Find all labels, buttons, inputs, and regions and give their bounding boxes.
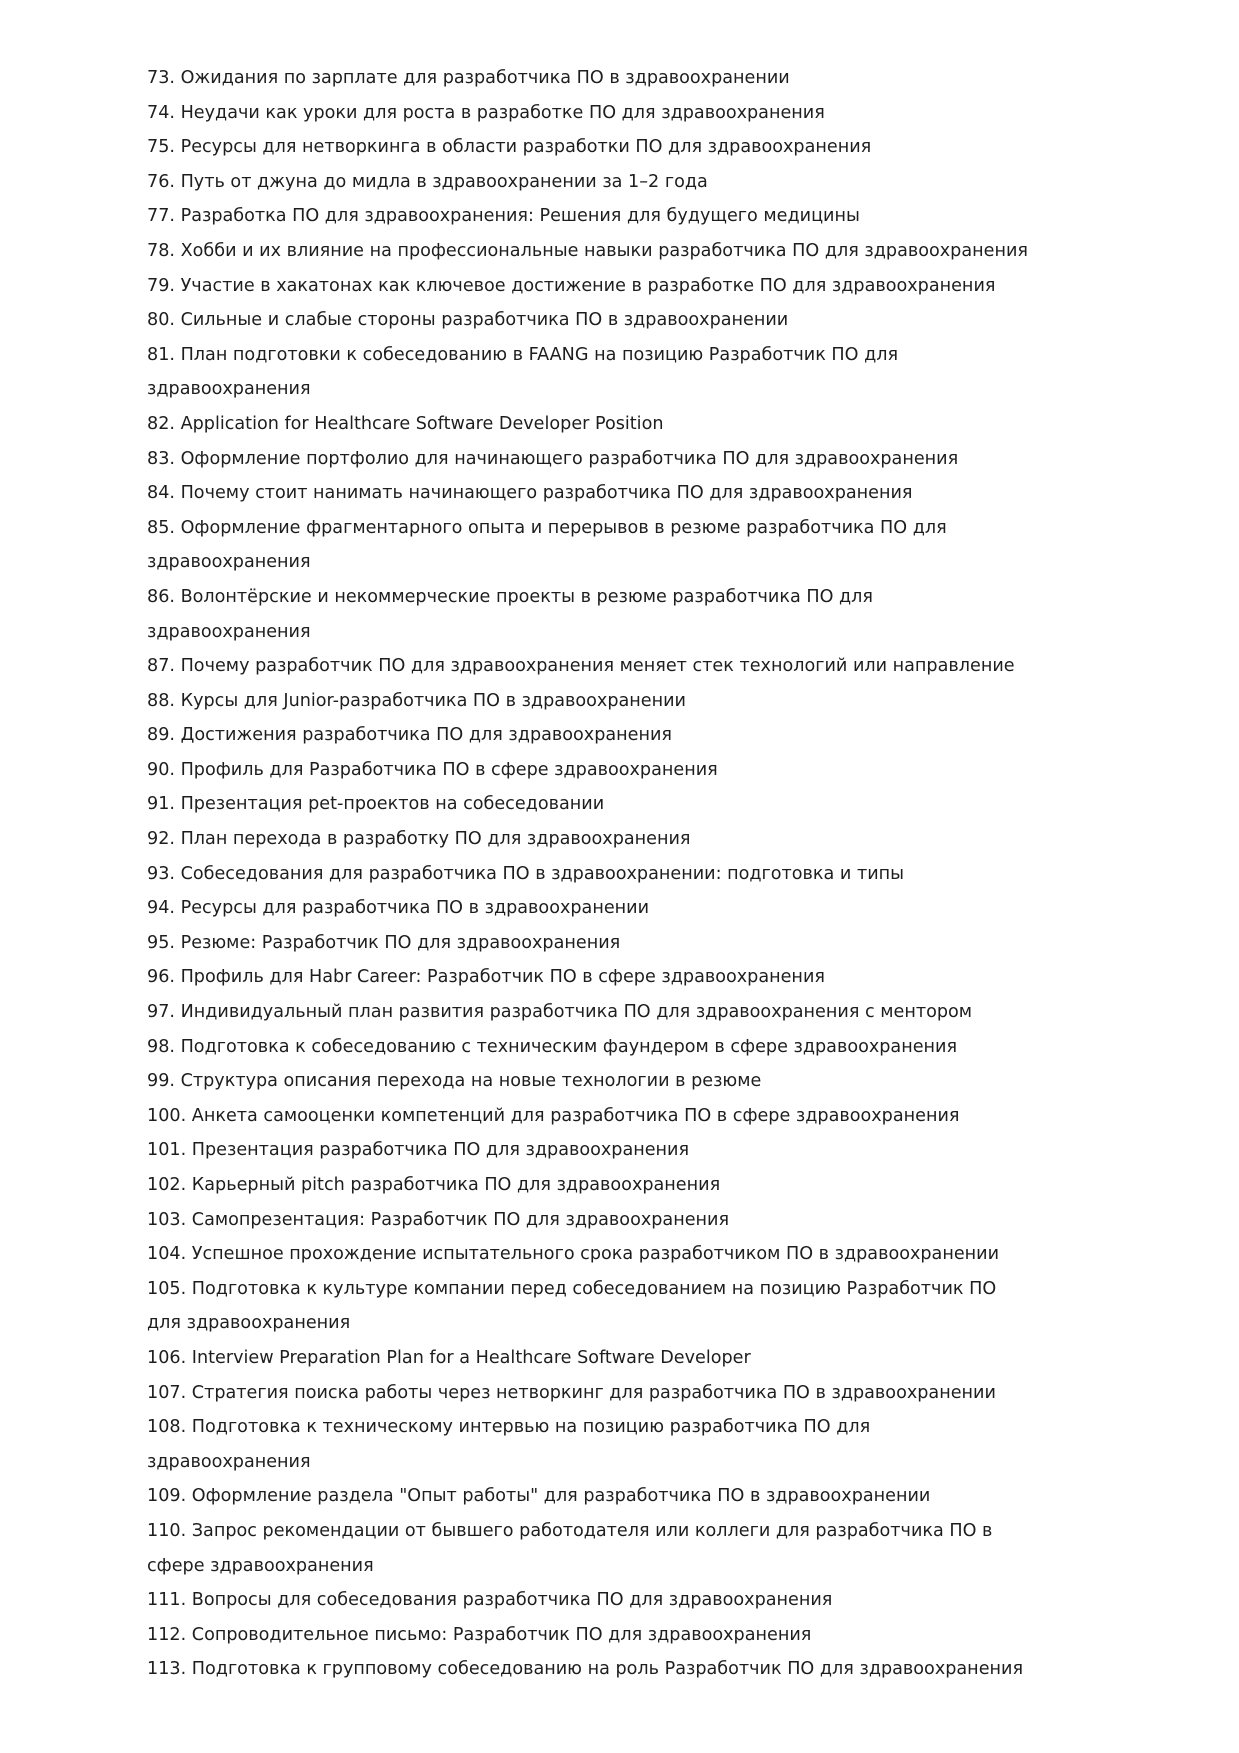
list-item-text: Ресурсы для нетворкинга в области разработки ПО для здравоохранения: [180, 137, 872, 158]
list-item-text: Оформление портфолио для начинающего разработчика ПО для здравоохранения: [180, 448, 959, 469]
list-item: [147, 1479, 1147, 1514]
list-item-text: Курсы для Junior-разработчика ПО в здравоохранении: [180, 690, 686, 711]
list-item-number: 75.: [147, 137, 175, 158]
list-item-text: Неудачи как уроки для роста в разработке ПО для здравоохранения: [180, 102, 825, 123]
list-item-number: 92.: [147, 829, 175, 850]
list-item-continuation: сфере здравоохранения: [147, 1555, 374, 1576]
list-item-continuation: здравоохранения: [147, 379, 311, 400]
list-item-number: 102.: [147, 1175, 187, 1195]
list-item: [147, 684, 1147, 719]
list-item-text: Профиль для Habr Career: Разработчик ПО в сфере здравоохранения: [180, 967, 825, 988]
list-item-text: Презентация pet-проектов на собеседовании: [180, 794, 605, 815]
list-item-text: Карьерный pitch разработчика ПО для здравоохранения: [191, 1175, 721, 1195]
list-item: [147, 718, 1147, 753]
list-item-text: Подготовка к техническому интервью на позицию разработчика ПО для: [191, 1417, 871, 1438]
list-item-continuation: для здравоохранения: [147, 1313, 351, 1334]
list-item: [147, 926, 1147, 961]
list-item: [147, 753, 1147, 788]
list-item-text: Участие в хакатонах как ключевое достижение в разработке ПО для здравоохранения: [180, 275, 996, 296]
list-item-number: 112.: [147, 1624, 187, 1645]
list-item-text: Самопрезентация: Разработчик ПО для здравоохранения: [191, 1209, 730, 1230]
list-item-text: Вопросы для собеседования разработчика ПО для здравоохранения: [191, 1590, 833, 1611]
list-item-number: 78.: [147, 240, 175, 261]
list-item-number: 74.: [147, 102, 175, 123]
list-item-number: 79.: [147, 275, 175, 296]
numbered-list: [147, 61, 1147, 1687]
list-item: [147, 407, 1147, 442]
list-item: [147, 338, 1147, 373]
list-item-continuation: здравоохранения: [147, 621, 311, 642]
list-item-text: Application for Healthcare Software Developer Position: [180, 413, 664, 434]
list-item-number: 105.: [147, 1278, 187, 1299]
list-item: [147, 1030, 1147, 1065]
list-item: [147, 1064, 1147, 1099]
list-item-number: 81.: [147, 344, 175, 365]
list-item: [147, 1168, 1147, 1203]
list-item-number: 109.: [147, 1486, 187, 1507]
list-item-continuation: здравоохранения: [147, 1451, 311, 1472]
list-item: [147, 1410, 1147, 1445]
list-item: [147, 1652, 1147, 1687]
list-item-text: Оформление фрагментарного опыта и перерывов в резюме разработчика ПО для: [180, 517, 947, 538]
list-item-text: Анкета самооценки компетенций для разработчика ПО в сфере здравоохранения: [191, 1105, 960, 1126]
list-item: [147, 476, 1147, 511]
list-item-number: 83.: [147, 448, 175, 469]
list-item-number: 100.: [147, 1105, 187, 1126]
list-item-text: Индивидуальный план развития разработчика ПО для здравоохранения с ментором: [180, 1002, 973, 1023]
list-item: [147, 1099, 1147, 1134]
list-item: [147, 1272, 1147, 1307]
list-item-text: Ожидания по зарплате для разработчика ПО в здравоохранении: [180, 68, 790, 88]
list-item-text: Подготовка к культуре компании перед собеседованием на позицию Разработчик ПО: [191, 1278, 997, 1299]
list-item-number: 76.: [147, 171, 175, 192]
list-item: [147, 130, 1147, 165]
list-item-text: Волонтёрские и некоммерческие проекты в резюме разработчика ПО для: [180, 586, 874, 607]
list-item-number: 80.: [147, 310, 175, 331]
list-item: [147, 960, 1147, 995]
list-item-number: 98.: [147, 1036, 175, 1057]
list-item: [147, 1583, 1147, 1618]
list-item: [147, 96, 1147, 131]
list-item: [147, 857, 1147, 892]
list-item: [147, 995, 1147, 1030]
list-item: [147, 199, 1147, 234]
list-item-number: 111.: [147, 1590, 187, 1611]
list-item: [147, 580, 1147, 615]
list-item-number: 107.: [147, 1382, 187, 1403]
list-item-text: Сопроводительное письмо: Разработчик ПО для здравоохранения: [191, 1624, 812, 1645]
list-item-number: 87.: [147, 656, 175, 677]
list-item: [147, 165, 1147, 200]
list-item-text: Запрос рекомендации от бывшего работодателя или коллеги для разработчика ПО в: [191, 1520, 993, 1541]
list-item-number: 108.: [147, 1417, 187, 1438]
list-item-number: 101.: [147, 1140, 187, 1161]
list-item-text: Почему стоит нанимать начинающего разработчика ПО для здравоохранения: [180, 483, 913, 504]
list-item-text: Успешное прохождение испытательного срока разработчиком ПО в здравоохранении: [191, 1244, 1000, 1265]
list-item-number: 94.: [147, 898, 175, 919]
list-item: [147, 787, 1147, 822]
list-item-number: 95.: [147, 932, 175, 953]
list-item-number: 90.: [147, 759, 175, 780]
list-item-number: 86.: [147, 586, 175, 607]
list-item-text: Сильные и слабые стороны разработчика ПО в здравоохранении: [180, 310, 789, 331]
list-item-number: 84.: [147, 483, 175, 504]
list-item-text: Собеседования для разработчика ПО в здравоохранении: подготовка и типы: [180, 863, 905, 884]
list-item: [147, 1376, 1147, 1411]
list-item-text: Оформление раздела "Опыт работы" для разработчика ПО в здравоохранении: [191, 1486, 931, 1507]
list-item-number: 106.: [147, 1347, 187, 1368]
list-item-number: 103.: [147, 1209, 187, 1230]
list-item-text: План подготовки к собеседованию в FAANG на позицию Разработчик ПО для: [180, 344, 899, 365]
list-item: [147, 234, 1147, 269]
list-item: [147, 61, 1147, 96]
list-item-number: 110.: [147, 1520, 187, 1541]
list-item-number: 77.: [147, 206, 175, 227]
list-item-text: Резюме: Разработчик ПО для здравоохранения: [180, 932, 621, 953]
list-item-text: Ресурсы для разработчика ПО в здравоохранении: [180, 898, 650, 919]
list-item: [147, 1133, 1147, 1168]
list-item: [147, 822, 1147, 857]
list-item-number: 99.: [147, 1071, 175, 1092]
list-item-number: 104.: [147, 1244, 187, 1265]
list-item-text: Хобби и их влияние на профессиональные навыки разработчика ПО для здравоохранения: [180, 240, 1028, 261]
list-item-number: 93.: [147, 863, 175, 884]
list-item-text: Подготовка к групповому собеседованию на роль Разработчик ПО для здравоохранения: [191, 1659, 1024, 1680]
list-item: [147, 1341, 1147, 1376]
list-item-text: Презентация разработчика ПО для здравоохранения: [191, 1140, 690, 1161]
list-item-number: 113.: [147, 1659, 187, 1680]
list-item: [147, 649, 1147, 684]
list-item-text: Профиль для Разработчика ПО в сфере здравоохранения: [180, 759, 718, 780]
list-item: [147, 1237, 1147, 1272]
list-item-number: 91.: [147, 794, 175, 815]
list-item-number: 89.: [147, 725, 175, 746]
list-item-number: 82.: [147, 413, 175, 434]
list-item: [147, 511, 1147, 546]
list-item: [147, 1618, 1147, 1653]
list-item-text: Путь от джуна до мидла в здравоохранении за 1–2 года: [180, 171, 708, 192]
list-item: [147, 269, 1147, 304]
list-item: [147, 1514, 1147, 1549]
list-item-number: 85.: [147, 517, 175, 538]
list-item-number: 97.: [147, 1002, 175, 1023]
list-item-text: Почему разработчик ПО для здравоохранения меняет стек технологий или направление: [180, 656, 1015, 677]
list-item-text: Достижения разработчика ПО для здравоохранения: [180, 725, 673, 746]
list-item-text: Стратегия поиска работы через нетворкинг для разработчика ПО в здравоохранении: [191, 1382, 996, 1403]
list-item: [147, 303, 1147, 338]
list-item-number: 88.: [147, 690, 175, 711]
list-item-continuation: здравоохранения: [147, 552, 311, 573]
list-item-text: План перехода в разработку ПО для здравоохранения: [180, 829, 691, 850]
list-item: [147, 891, 1147, 926]
list-item-text: Interview Preparation Plan for a Healthcare Software Developer: [191, 1347, 751, 1368]
list-item-text: Разработка ПО для здравоохранения: Решения для будущего медицины: [180, 206, 860, 227]
list-item-number: 73.: [147, 68, 175, 88]
list-item: [147, 1203, 1147, 1238]
list-item-text: Структура описания перехода на новые технологии в резюме: [180, 1071, 762, 1092]
list-item: [147, 442, 1147, 477]
list-item-number: 96.: [147, 967, 175, 988]
list-item-text: Подготовка к собеседованию с техническим фаундером в сфере здравоохранения: [180, 1036, 958, 1057]
